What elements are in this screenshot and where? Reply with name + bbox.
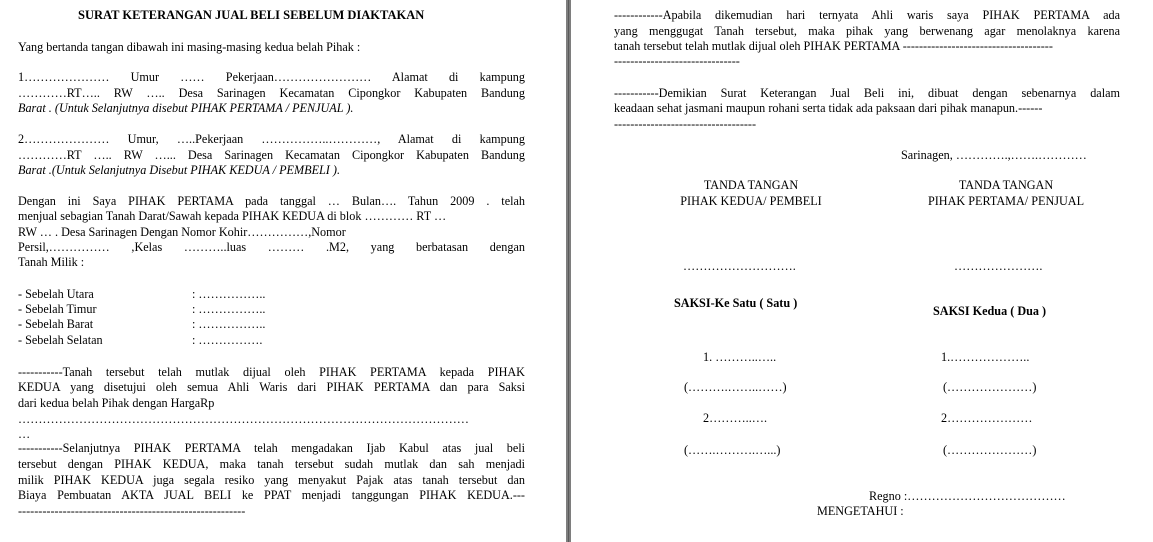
sold-line-5: … xyxy=(18,427,31,441)
sold-line-1: -----------Tanah tersebut telah mutlak dijual oleh PIHAK PERTAMA kepada PIHAK xyxy=(18,365,525,379)
ijab-line-4: Biaya Pembuatan AKTA JUAL BELI ke PPAT menjadi tanggungan PIHAK KEDUA.--- xyxy=(18,488,525,502)
place-date: Sarinagen, ………….,…….………… xyxy=(901,148,1087,162)
ijab-line-1: -----------Selanjutnya PIHAK PERTAMA telah mengadakan Ijab Kabul atas jual beli xyxy=(18,441,525,455)
claim-line-1: ------------Apabila dikemudian hari ternyata Ahli waris saya PIHAK PERTAMA ada xyxy=(614,8,1120,22)
regno: Regno :………………………………… xyxy=(869,489,1066,503)
mengetahui-label: MENGETAHUI : xyxy=(817,504,904,518)
sale-line-3: RW … . Desa Sarinagen Dengan Nomor Kohir……………,Nomor xyxy=(18,225,346,239)
sign-left-line: ………………………. xyxy=(683,259,796,273)
ijab-line-5: -------------------------------------------------------- xyxy=(18,504,246,518)
border-south-value: : ……………. xyxy=(192,333,263,347)
document-title: SURAT KETERANGAN JUAL BELI SEBELUM DIAKTAKAN xyxy=(78,8,425,22)
witness-2-bracket-1: (…………………) xyxy=(943,380,1037,394)
page-right xyxy=(571,0,1153,542)
sale-line-4: Persil,…………… ,Kelas ………..luas ……… .M2, yang berbatasan dengan xyxy=(18,240,525,254)
claim-line-2: yang menggugat Tanah tersebut, maka pihak yang berwenang agar menolaknya karena xyxy=(614,24,1120,38)
sign-left-role: PIHAK KEDUA/ PEMBELI xyxy=(680,194,822,208)
witness-2-bracket-2: (…………………) xyxy=(943,443,1037,457)
witness-2-no-2: 2………………… xyxy=(941,411,1033,425)
border-west-value: : …………….. xyxy=(192,317,266,331)
claim-line-3: tanah tersebut telah mutlak dijual oleh PIHAK PERTAMA ------------------------------------- xyxy=(614,39,1053,53)
sign-right-title: TANDA TANGAN xyxy=(958,178,1054,192)
sold-line-2: KEDUA yang disetujui oleh semua Ahli Waris dari PIHAK PERTAMA dan para Saksi xyxy=(18,380,525,394)
intro-text: Yang bertanda tangan dibawah ini masing-masing kedua belah Pihak : xyxy=(18,40,361,54)
closing-line-2: keadaan sehat jasmani maupun rohani serta tidak ada paksaan dari pihak manapun.------ xyxy=(614,101,1043,115)
party1-line-2: …………RT….. RW ….. Desa Sarinagen Kecamatan Cipongkor Kabupaten Bandung xyxy=(18,86,525,100)
party2-line-1: 2………………… Umur, …..Pekerjaan ……………..…………, Alamat di kampung xyxy=(18,132,525,146)
sold-line-3: dari kedua belah Pihak dengan HargaRp xyxy=(18,396,215,410)
party1-line-1: 1………………… Umur …… Pekerjaan…………………… Alamat di kampung xyxy=(18,70,525,84)
border-east-label: - Sebelah Timur xyxy=(18,302,97,316)
border-north-value: : …………….. xyxy=(192,287,266,301)
border-south-label: - Sebelah Selatan xyxy=(18,333,103,347)
witness-2-no-1: 1.……………….. xyxy=(941,350,1030,364)
witness-2-title: SAKSI Kedua ( Dua ) xyxy=(933,304,1047,318)
sign-right-role: PIHAK PERTAMA/ PENJUAL xyxy=(927,194,1085,208)
page-divider xyxy=(568,0,569,542)
claim-line-4: ------------------------------- xyxy=(614,54,740,68)
witness-1-bracket-1: (……….……..……) xyxy=(684,380,787,394)
party1-line-3: Barat . (Untuk Selanjutnya disebut PIHAK PERTAMA / PENJUAL ). xyxy=(18,101,354,115)
sale-line-1: Dengan ini Saya PIHAK PERTAMA pada tanggal … Bulan…. Tahun 2009 . telah xyxy=(18,194,525,208)
sold-line-4: ………………………………………………………………………………………………… xyxy=(18,412,469,426)
border-west-label: - Sebelah Barat xyxy=(18,317,94,331)
witness-1-no-2: 2………..…. xyxy=(703,411,767,425)
sign-right-line: …………………. xyxy=(954,259,1043,273)
party2-line-3: Barat .(Untuk Selanjutnya Disebut PIHAK KEDUA / PEMBELI ). xyxy=(18,163,341,177)
witness-1-no-1: 1. ………..….. xyxy=(703,350,777,364)
border-north-label: - Sebelah Utara xyxy=(18,287,94,301)
witness-1-title: SAKSI-Ke Satu ( Satu ) xyxy=(674,296,798,310)
ijab-line-3: milik PIHAK KEDUA juga segala resiko yang menyakut Pajak atas tanah tersebut dan xyxy=(18,473,525,487)
border-east-value: : …………….. xyxy=(192,302,266,316)
page-left xyxy=(0,0,566,542)
closing-line-3: ----------------------------------- xyxy=(614,117,757,131)
sign-left-title: TANDA TANGAN xyxy=(703,178,799,192)
ijab-line-2: tersebut dengan PIHAK KEDUA, maka tanah tersebut sudah mutlak dan sah menjadi xyxy=(18,457,525,471)
party2-line-2: …………RT ….. RW …... Desa Sarinagen Kecamatan Cipongkor Kabupaten Bandung xyxy=(18,148,525,162)
witness-1-bracket-2: (…….……….…...) xyxy=(684,443,781,457)
closing-line-1: -----------Demikian Surat Keterangan Jual Beli ini, dibuat dengan sebenarnya dalam xyxy=(614,86,1120,100)
sale-line-5: Tanah Milik : xyxy=(18,255,85,269)
sale-line-2: menjual sebagian Tanah Darat/Sawah kepada PIHAK KEDUA di blok ………… RT … xyxy=(18,209,447,223)
